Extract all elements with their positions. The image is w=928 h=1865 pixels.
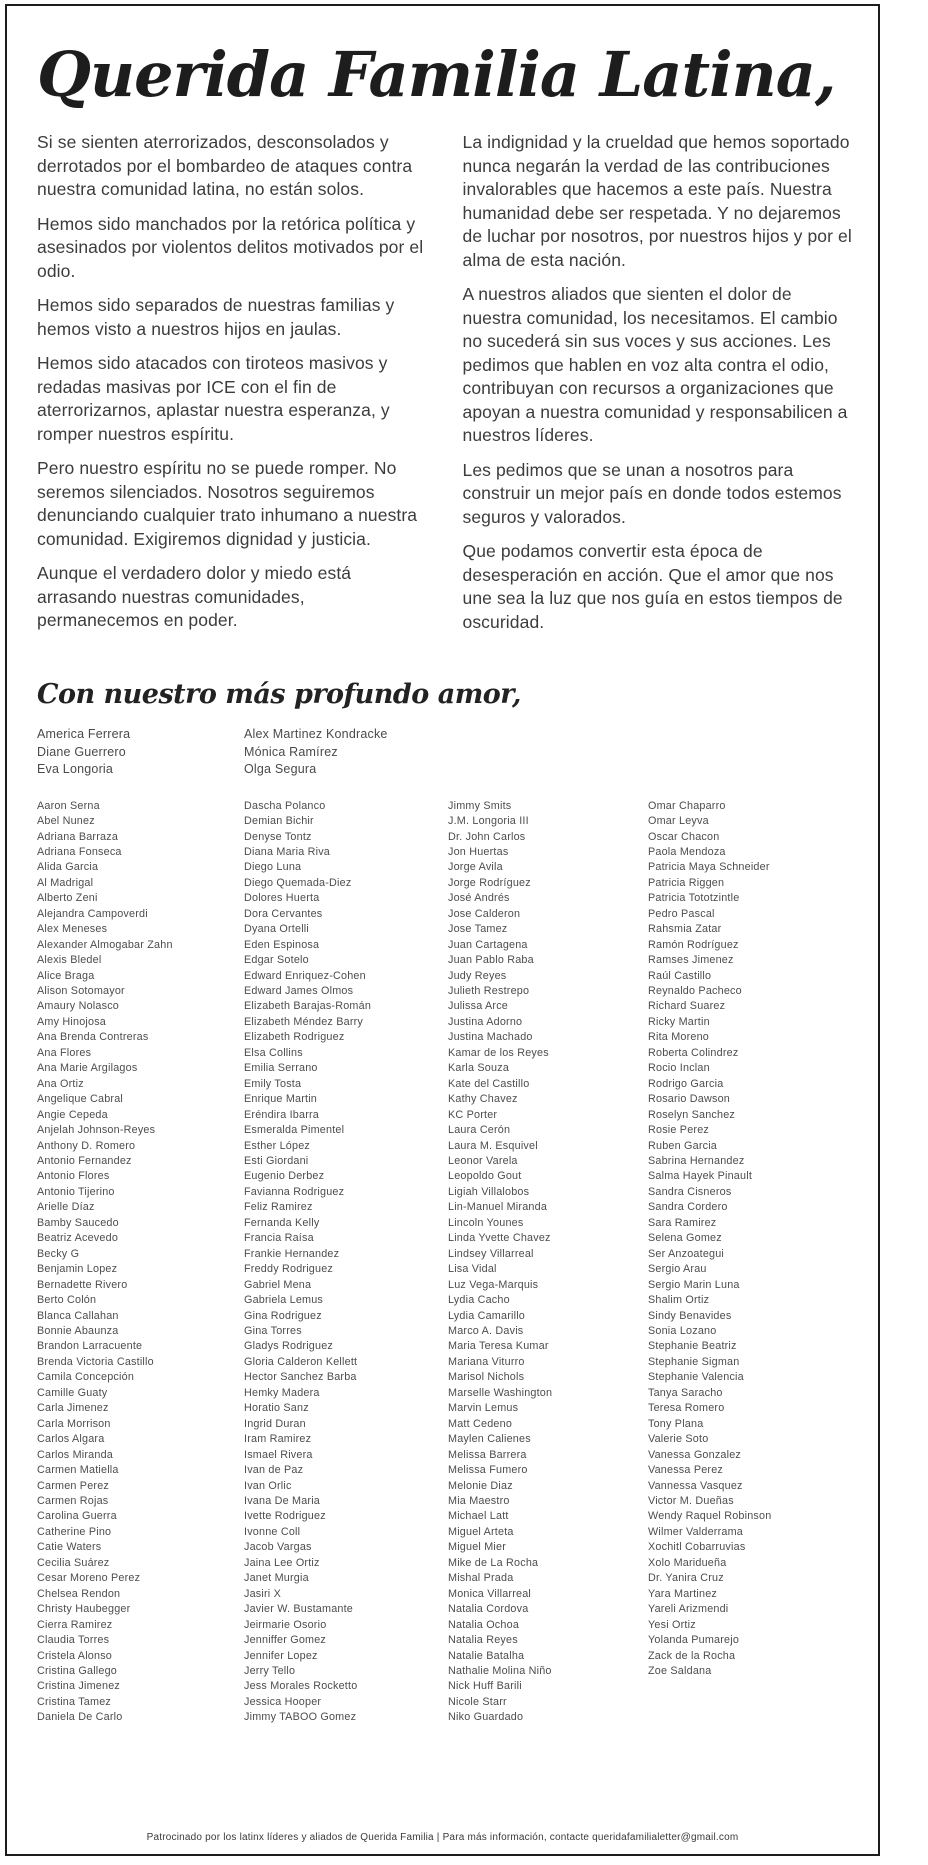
signatory-name: Gabriela Lemus: [244, 1294, 324, 1307]
signatory-name: Marisol Nichols: [448, 1371, 525, 1384]
signatory-name: Jorge Avila: [448, 861, 503, 874]
signatory-name: Elizabeth Barajas-Román: [244, 1000, 372, 1013]
signatory-name: Ruben Garcia: [648, 1139, 718, 1152]
letter-paragraph: Pero nuestro espíritu no se puede romper. No seremos silenciados. Nosotros seguiremos denunciando cualquier trato inhumano a nuestra comunidad. Exigiremos dignidad y justicia.: [37, 458, 418, 549]
signatory-name: Sabrina Hernandez: [648, 1155, 745, 1168]
signatory-name: Emilia Serrano: [244, 1062, 318, 1075]
signatory-name: Ana Brenda Contreras: [37, 1031, 149, 1044]
letter-border-frame: [5, 4, 880, 1856]
signatory-name: Melonie Diaz: [448, 1479, 513, 1492]
signatory-name: Omar Leyva: [648, 815, 709, 828]
signatory-name: KC Porter: [448, 1108, 498, 1121]
signatory-name: Alison Sotomayor: [37, 985, 125, 998]
signatory-name: Jon Huertas: [448, 845, 509, 858]
letter-left-column: [37, 131, 429, 645]
signatory-name: Roselyn Sanchez: [648, 1108, 736, 1121]
signatory-name: Reynaldo Pacheco: [648, 985, 742, 998]
signatory-name: Natalie Batalha: [448, 1649, 525, 1662]
signatory-name: Patricia Tototzintle: [648, 892, 740, 905]
signatory-name: Edgar Sotelo: [244, 954, 309, 967]
signatory-name: Justina Adorno: [448, 1015, 523, 1028]
signatory-name: Julieth Restrepo: [448, 985, 530, 998]
signatory-name: Patricia Riggen: [648, 876, 725, 889]
letter-body: [37, 131, 854, 645]
signatory-name: Jessica Hooper: [244, 1695, 322, 1708]
signatory-name: Ivette Rodriguez: [244, 1510, 326, 1523]
signatory-name: Miguel Mier: [448, 1541, 506, 1554]
signatories-column-1: [37, 799, 244, 1726]
signatory-name: Gloria Calderon Kellett: [244, 1355, 358, 1368]
signatory-name: Ana Ortiz: [37, 1077, 84, 1090]
featured-signatories: [37, 726, 854, 779]
signatory-name: Patricia Maya Schneider: [648, 861, 770, 874]
signatory-name: Luz Vega-Marquis: [448, 1278, 539, 1291]
signatory-name: Ramses Jimenez: [648, 954, 734, 967]
signatory-name: Yesi Ortiz: [648, 1618, 696, 1631]
signatory-name: Salma Hayek Pinault: [648, 1170, 753, 1183]
signatory-name: Lindsey Villarreal: [448, 1247, 534, 1260]
letter-paragraph: Hemos sido atacados con tiroteos masivos y redadas masivas por ICE con el fin de aterrorizarnos, aplastar nuestra esperanza, y romper nuestros espíritu.: [37, 353, 390, 444]
signatory-name: Karla Souza: [448, 1062, 510, 1075]
signatory-name: Edward Enriquez-Cohen: [244, 969, 366, 982]
signatory-name: Jenniffer Gomez: [244, 1634, 327, 1647]
signatory-name: Juan Cartagena: [448, 938, 528, 951]
signatory-name: Camila Concepción: [37, 1371, 135, 1384]
signatory-name: Mia Maestro: [448, 1494, 510, 1507]
signatory-name: Wilmer Valderrama: [648, 1525, 743, 1538]
signatory-name: Dyana Ortelli: [244, 923, 310, 936]
signatory-name: Carlos Miranda: [37, 1448, 114, 1461]
signatory-name: Melissa Fumero: [448, 1464, 528, 1477]
signatory-name: Cristina Gallego: [37, 1664, 118, 1677]
signatory-name: Emily Tosta: [244, 1077, 302, 1090]
featured-signatory-name: Eva Longoria: [37, 762, 114, 777]
signatory-name: Antonio Fernandez: [37, 1155, 132, 1168]
signatory-name: José Andrés: [448, 892, 510, 905]
signatory-name: Jerry Tello: [244, 1664, 296, 1677]
signatories-column-2: [244, 799, 448, 1726]
signatory-name: Laura M. Esquivel: [448, 1139, 538, 1152]
signatory-name: Claudia Torres: [37, 1634, 110, 1647]
signatory-name: Daniela De Carlo: [37, 1711, 123, 1724]
signatory-name: Eugenio Derbez: [244, 1170, 325, 1183]
signatory-name: Oscar Chacon: [648, 830, 720, 843]
featured-signatory-name: Mónica Ramírez: [244, 744, 338, 759]
signatory-name: Javier W. Bustamante: [244, 1603, 354, 1616]
signatory-name: Brandon Larracuente: [37, 1340, 143, 1353]
signatory-name: Amy Hinojosa: [37, 1015, 107, 1028]
signatory-name: Jose Tamez: [448, 923, 508, 936]
signatory-name: Hemky Madera: [244, 1386, 320, 1399]
signatory-name: Pedro Pascal: [648, 907, 715, 920]
signatory-name: Catie Waters: [37, 1541, 102, 1554]
featured-signatory-name: America Ferrera: [37, 727, 131, 742]
signatory-name: Natalia Cordova: [448, 1603, 529, 1616]
signatory-name: Ricky Martin: [648, 1015, 710, 1028]
signatory-name: Vannessa Vasquez: [648, 1479, 743, 1492]
signatory-name: Gina Rodriguez: [244, 1309, 322, 1322]
signatory-name: Elizabeth Méndez Barry: [244, 1015, 364, 1028]
signatory-name: Michael Latt: [448, 1510, 509, 1523]
signatory-name: Brenda Victoria Castillo: [37, 1355, 154, 1368]
signatory-name: Rocio Inclan: [648, 1062, 710, 1075]
signatory-name: Antonio Tijerino: [37, 1185, 115, 1198]
signatory-name: Wendy Raquel Robinson: [648, 1510, 772, 1523]
signatory-name: Rita Moreno: [648, 1031, 710, 1044]
signatory-name: Jess Morales Rocketto: [244, 1680, 358, 1693]
signatory-name: Ramón Rodríguez: [648, 938, 739, 951]
signatory-name: Elizabeth Rodriguez: [244, 1031, 345, 1044]
signatory-name: Adriana Fonseca: [37, 845, 122, 858]
signatory-name: Ivan Orlic: [244, 1479, 292, 1492]
signatory-name: Diana Maria Riva: [244, 845, 331, 858]
signatory-name: Yareli Arizmendi: [648, 1603, 729, 1616]
signatory-name: Yolanda Pumarejo: [648, 1634, 740, 1647]
signatory-name: Alex Meneses: [37, 923, 108, 936]
signatory-name: Cesar Moreno Perez: [37, 1572, 141, 1585]
signatory-name: Tanya Saracho: [648, 1386, 723, 1399]
signatory-name: Monica Villarreal: [448, 1587, 532, 1600]
letter-paragraph: Si se sienten aterrorizados, desconsolados y derrotados por el bombardeo de ataques contra nuestra comunidad latina, no están solos.: [37, 132, 413, 200]
signatory-name: Rodrigo Garcia: [648, 1077, 724, 1090]
featured-signatory-name: Alex Martinez Kondracke: [244, 727, 388, 742]
signatory-name: Leopoldo Gout: [448, 1170, 522, 1183]
signatory-name: Chelsea Rendon: [37, 1587, 121, 1600]
signatory-name: Cristina Jimenez: [37, 1680, 121, 1693]
signatory-name: Arielle Díaz: [37, 1201, 95, 1214]
signatory-name: Denyse Tontz: [244, 830, 312, 843]
letter-paragraph: A nuestros aliados que sienten el dolor de nuestra comunidad, los necesitamos. El cambio no sucederá sin sus voces y sus acciones. Les pedimos que hablen en voz alta contra el odio, contribuyan con recursos a organizaciones que apoyan a nuestra comunidad y responsabilicen a nuestros líderes.: [462, 284, 848, 446]
signatory-name: Dr. John Carlos: [448, 830, 526, 843]
signatory-name: Bonnie Abaunza: [37, 1325, 119, 1337]
signatory-name: Ser Anzoategui: [648, 1247, 725, 1260]
signatory-name: Abel Nunez: [37, 815, 95, 828]
signatory-name: Jacob Vargas: [244, 1541, 312, 1554]
letter-title: Querida Familia Latina,: [37, 38, 836, 111]
signatory-name: Ingrid Duran: [244, 1417, 306, 1430]
signatory-name: Becky G: [37, 1247, 80, 1260]
signatory-name: Lydia Cacho: [448, 1294, 510, 1307]
signatory-name: Al Madrigal: [37, 876, 94, 889]
signatory-name: Sindy Benavides: [648, 1309, 732, 1322]
letter-paragraph: Que podamos convertir esta época de desesperación en acción. Que el amor que nos une sea la luz que nos guía en estos tiempos de oscuridad.: [462, 541, 843, 632]
signatory-name: Antonio Flores: [37, 1170, 110, 1183]
signatory-name: Rahsmia Zatar: [648, 923, 722, 936]
featured-signatory-name: Olga Segura: [244, 762, 317, 777]
signatory-name: Ismael Rivera: [244, 1448, 313, 1461]
signatory-name: Esmeralda Pimentel: [244, 1124, 345, 1137]
signatory-name: Zoe Saldana: [648, 1664, 712, 1677]
signatory-name: Rosario Dawson: [648, 1093, 731, 1106]
signatory-name: Richard Suarez: [648, 1000, 726, 1013]
signatory-name: Tony Plana: [648, 1417, 704, 1430]
signatory-name: Sonia Lozano: [648, 1325, 717, 1337]
signatory-name: Marco A. Davis: [448, 1325, 524, 1337]
signatory-name: Feliz Ramirez: [244, 1201, 313, 1214]
signatory-name: Jimmy TABOO Gomez: [244, 1711, 357, 1724]
signatory-name: Natalia Reyes: [448, 1634, 518, 1647]
signatory-name: Mariana Viturro: [448, 1355, 525, 1368]
signatory-name: Kamar de los Reyes: [448, 1046, 549, 1059]
signatory-name: Melissa Barrera: [448, 1448, 527, 1461]
signatory-name: Gina Torres: [244, 1325, 302, 1337]
signatory-name: Vanessa Perez: [648, 1464, 724, 1477]
signatory-name: Nathalie Molina Niño: [448, 1664, 552, 1677]
signatory-name: Alexander Almogabar Zahn: [37, 938, 173, 951]
signatory-name: Lincoln Younes: [448, 1216, 524, 1229]
signatory-name: Jimmy Smits: [448, 799, 512, 812]
signatory-name: Francia Raísa: [244, 1232, 314, 1245]
signatory-name: Edward James Olmos: [244, 985, 354, 998]
signatory-name: Dolores Huerta: [244, 892, 320, 905]
signatory-name: Cierra Ramirez: [37, 1618, 113, 1631]
signatory-name: J.M. Longoria III: [448, 815, 529, 828]
signatory-name: Diego Quemada-Diez: [244, 876, 352, 889]
signatory-name: Ivan de Paz: [244, 1464, 304, 1477]
signatory-name: Mishal Prada: [448, 1572, 514, 1585]
signatory-name: Horatio Sanz: [244, 1402, 309, 1415]
signatory-name: Catherine Pino: [37, 1525, 112, 1538]
signatory-name: Eden Espinosa: [244, 938, 320, 951]
letter-paragraph: Les pedimos que se unan a nosotros para construir un mejor país en donde todos estemos seguros y valorados.: [462, 459, 842, 527]
signatory-name: Lydia Camarillo: [448, 1309, 526, 1322]
signatory-name: Omar Chaparro: [648, 799, 726, 812]
signatory-name: Stephanie Beatriz: [648, 1340, 737, 1353]
signatory-name: Marvin Lemus: [448, 1402, 519, 1415]
signatory-name: Jorge Rodríguez: [448, 876, 531, 889]
signatory-name: Blanca Callahan: [37, 1309, 119, 1322]
signatory-name: Paola Mendoza: [648, 845, 726, 858]
signatory-name: Victor M. Dueñas: [648, 1494, 734, 1507]
signatory-name: Zack de la Rocha: [648, 1649, 736, 1662]
letter-paragraph: Aunque el verdadero dolor y miedo está arrasando nuestras comunidades, permanecemos en poder.: [37, 563, 352, 631]
signatory-name: Amaury Nolasco: [37, 1000, 120, 1013]
signatory-name: Mike de La Rocha: [448, 1556, 539, 1569]
signatory-name: Eréndira Ibarra: [244, 1108, 320, 1121]
signatory-name: Shalim Ortiz: [648, 1294, 710, 1307]
signatory-name: Justina Machado: [448, 1031, 533, 1044]
signatory-name: Gabriel Mena: [244, 1278, 312, 1291]
featured-signatory-name: Diane Guerrero: [37, 744, 126, 759]
signatories-column-4: [648, 799, 854, 1726]
signatory-name: Sergio Marin Luna: [648, 1278, 740, 1291]
signatories-column-3: [448, 799, 648, 1726]
signatory-name: Jaina Lee Ortiz: [244, 1556, 320, 1569]
letter-content: [7, 6, 878, 1726]
signatory-name: Yara Martinez: [648, 1587, 718, 1600]
signatories-list: [37, 799, 854, 1726]
signatory-name: Roberta Colindrez: [648, 1046, 739, 1059]
signatory-name: Camille Guaty: [37, 1386, 108, 1399]
signatory-name: Stephanie Valencia: [648, 1371, 744, 1384]
signatory-name: Ligiah Villalobos: [448, 1185, 530, 1198]
signoff-heading: Con nuestro más profundo amor,: [37, 679, 521, 711]
signatory-name: Angelique Cabral: [37, 1093, 124, 1106]
signatory-name: Stephanie Sigman: [648, 1355, 740, 1368]
signatory-name: Iram Ramirez: [244, 1433, 312, 1446]
featured-signatories-column-1: [37, 726, 244, 779]
signatory-name: Gladys Rodriguez: [244, 1340, 334, 1353]
letter-right-column: [463, 131, 855, 645]
signatory-name: Bernadette Rivero: [37, 1278, 128, 1291]
signatory-name: Hector Sanchez Barba: [244, 1371, 357, 1384]
signatory-name: Jasiri X: [244, 1587, 281, 1600]
signatory-name: Berto Colón: [37, 1294, 97, 1307]
signatory-name: Bamby Saucedo: [37, 1216, 119, 1229]
signatory-name: Adriana Barraza: [37, 830, 119, 843]
letter-paragraph: La indignidad y la crueldad que hemos soportado nunca negarán la verdad de las contribuciones invalorables que hacemos a este país. Nuestra humanidad debe ser respetada. Y no dejaremos de luchar por nosotros, por nuestros hijos y por el alma de esta nación.: [462, 132, 852, 270]
signatory-name: Ivana De Maria: [244, 1494, 321, 1507]
signatory-name: Aaron Serna: [37, 799, 100, 812]
signatory-name: Julissa Arce: [448, 1000, 509, 1013]
signatory-name: Fernanda Kelly: [244, 1216, 320, 1229]
signatory-name: Dr. Yanira Cruz: [648, 1572, 724, 1585]
signatory-name: Freddy Rodriguez: [244, 1263, 334, 1276]
signatory-name: Teresa Romero: [648, 1402, 725, 1415]
signatory-name: Dora Cervantes: [244, 907, 323, 920]
signatory-name: Maria Teresa Kumar: [448, 1340, 549, 1353]
signatory-name: Xochitl Cobarruvias: [648, 1541, 746, 1554]
letter-paragraph: Hemos sido manchados por la retórica política y asesinados por violentos delitos motivados por el odio.: [37, 213, 424, 281]
signatory-name: Judy Reyes: [448, 969, 507, 982]
signatory-name: Carla Morrison: [37, 1417, 111, 1430]
signatory-name: Alberto Zeni: [37, 892, 98, 905]
signatory-name: Favianna Rodriguez: [244, 1185, 345, 1198]
signatory-name: Carmen Perez: [37, 1479, 110, 1492]
letter-paragraph: Hemos sido separados de nuestras familias y hemos visto a nuestros hijos en jaulas.: [37, 295, 395, 339]
signatory-name: Ana Marie Argilagos: [37, 1062, 138, 1075]
signatory-name: Cristela Alonso: [37, 1649, 113, 1662]
signatory-name: Lin-Manuel Miranda: [448, 1201, 548, 1214]
signatory-name: Maylen Calienes: [448, 1433, 531, 1446]
signatory-name: Alice Braga: [37, 969, 95, 982]
signatory-name: Alexis Bledel: [37, 954, 102, 967]
signatory-name: Matt Cedeno: [448, 1417, 513, 1430]
signatory-name: Sara Ramirez: [648, 1216, 717, 1229]
signatory-name: Christy Haubegger: [37, 1603, 131, 1616]
signatory-name: Carolina Guerra: [37, 1510, 117, 1523]
signatory-name: Anthony D. Romero: [37, 1139, 136, 1152]
signatory-name: Juan Pablo Raba: [448, 954, 534, 967]
signatory-name: Kathy Chavez: [448, 1093, 518, 1106]
signatory-name: Sandra Cordero: [648, 1201, 728, 1214]
signatory-name: Jeirmarie Osorio: [244, 1618, 327, 1631]
signatory-name: Enrique Martin: [244, 1093, 318, 1106]
signatory-name: Esti Giordani: [244, 1155, 309, 1168]
featured-signatories-column-2: [244, 726, 388, 779]
signatory-name: Demian Bichir: [244, 815, 314, 828]
signatory-name: Ana Flores: [37, 1046, 92, 1059]
signatory-name: Beatriz Acevedo: [37, 1232, 119, 1245]
signatory-name: Cecilia Suárez: [37, 1556, 110, 1569]
signatory-name: Janet Murgia: [244, 1572, 309, 1585]
signatory-name: Alida Garcia: [37, 861, 99, 874]
signatory-name: Xolo Maridueña: [648, 1556, 727, 1569]
signatory-name: Miguel Arteta: [448, 1525, 514, 1538]
signatory-name: Carmen Matiella: [37, 1464, 119, 1477]
sponsor-footer-text: Patrocinado por los latinx líderes y aliados de Querida Familia | Para más información, contacte queridafamilialetter@gmail.com: [146, 1832, 739, 1843]
signatory-name: Frankie Hernandez: [244, 1247, 340, 1260]
signatory-name: Natalia Ochoa: [448, 1618, 520, 1631]
signatory-name: Vanessa Gonzalez: [648, 1448, 742, 1461]
signatory-name: Carla Jimenez: [37, 1402, 109, 1415]
signatory-name: Esther López: [244, 1139, 311, 1152]
signatory-name: Dascha Polanco: [244, 799, 326, 812]
signatory-name: Diego Luna: [244, 861, 302, 874]
signatory-name: Niko Guardado: [448, 1711, 524, 1724]
signatory-name: Raúl Castillo: [648, 969, 712, 982]
signatory-name: Sandra Cisneros: [648, 1185, 732, 1198]
signatory-name: Carmen Rojas: [37, 1494, 109, 1507]
signatory-name: Sergio Arau: [648, 1263, 707, 1276]
signatory-name: Valerie Soto: [648, 1433, 709, 1446]
signatory-name: Benjamin Lopez: [37, 1263, 118, 1276]
signatory-name: Nicole Starr: [448, 1695, 507, 1708]
signatory-name: Nick Huff Barili: [448, 1680, 522, 1693]
signatory-name: Kate del Castillo: [448, 1077, 530, 1090]
signatory-name: Ivonne Coll: [244, 1525, 301, 1538]
signatory-name: Jose Calderon: [448, 907, 521, 920]
signatory-name: Rosie Perez: [648, 1124, 710, 1137]
signatory-name: Angie Cepeda: [37, 1108, 108, 1121]
signatory-name: Anjelah Johnson-Reyes: [37, 1124, 156, 1137]
signatory-name: Alejandra Campoverdi: [37, 907, 148, 920]
signatory-name: Jennifer Lopez: [244, 1649, 318, 1662]
signatory-name: Leonor Varela: [448, 1155, 518, 1168]
signatory-name: Selena Gomez: [648, 1232, 722, 1245]
signatory-name: Linda Yvette Chavez: [448, 1232, 551, 1245]
signatory-name: Carlos Algara: [37, 1433, 105, 1446]
signatory-name: Lisa Vidal: [448, 1263, 497, 1276]
signatory-name: Marselle Washington: [448, 1386, 553, 1399]
signatory-name: Cristina Tamez: [37, 1695, 112, 1708]
signatory-name: Laura Cerón: [448, 1124, 511, 1137]
signatory-name: Elsa Collins: [244, 1046, 303, 1059]
